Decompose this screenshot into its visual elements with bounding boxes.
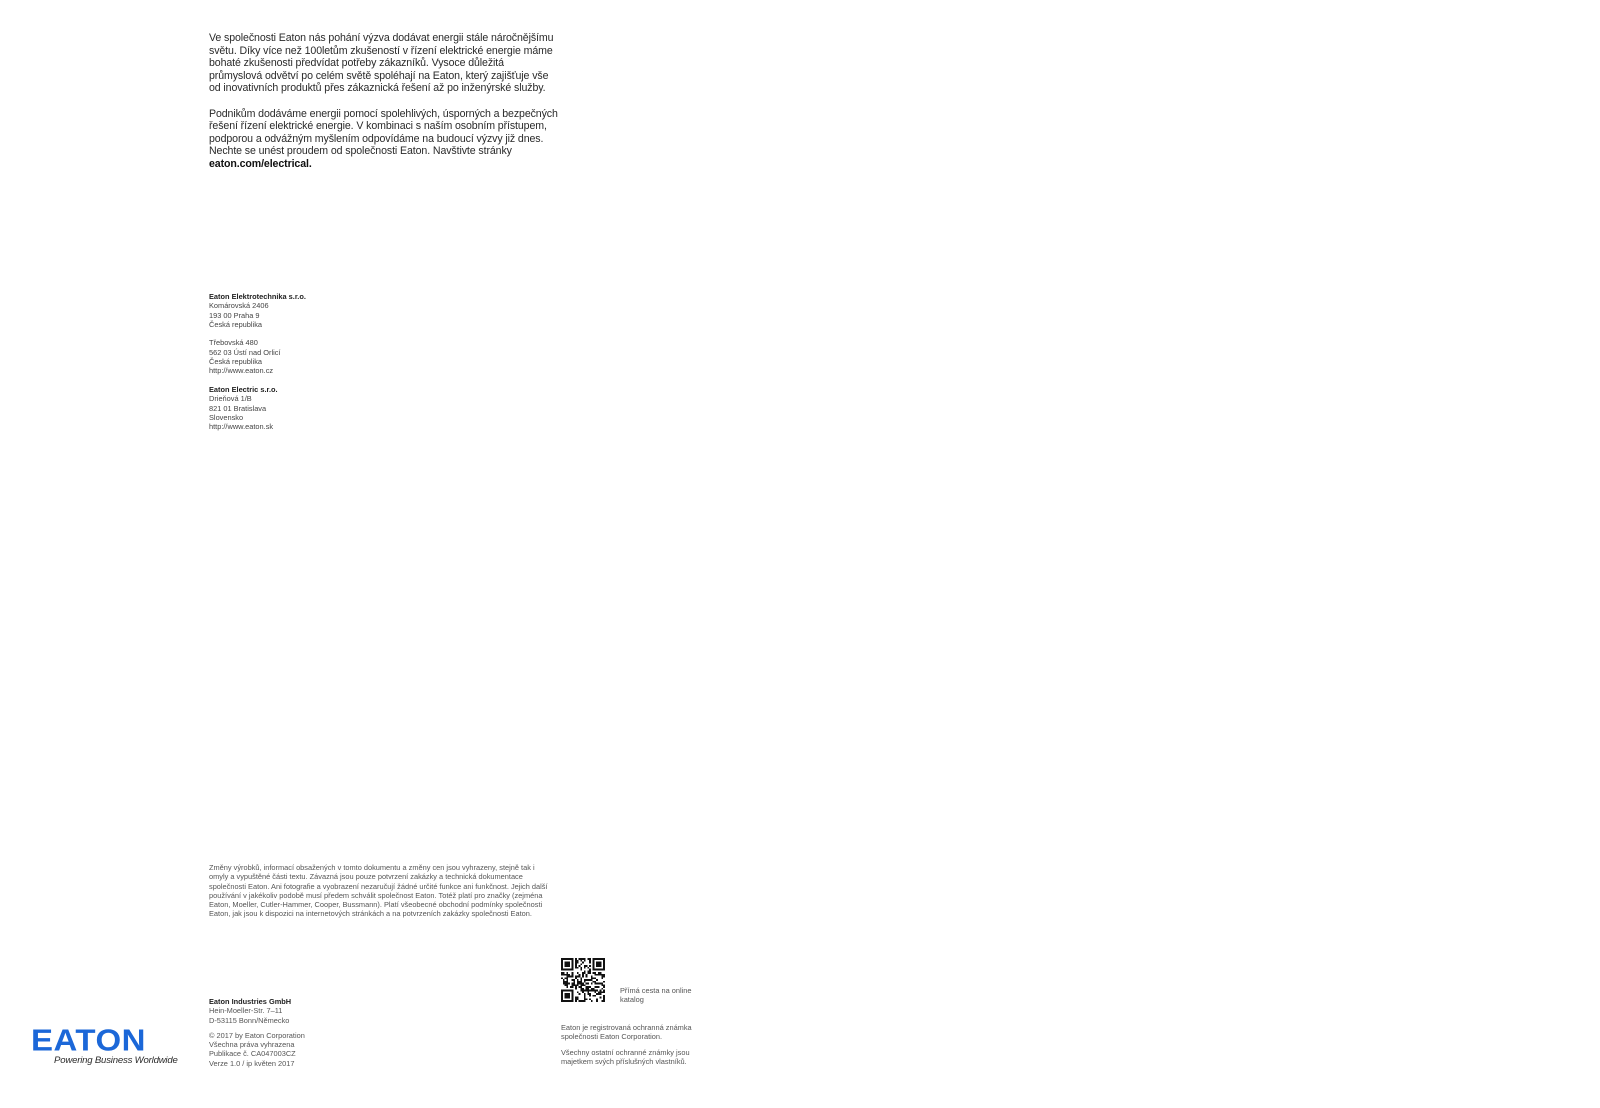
intro-text — [209, 32, 559, 171]
intro-paragraph-2 — [209, 108, 559, 171]
address-line: 562 03 Ústí nad Orlicí — [209, 347, 281, 357]
logo-tagline: Powering Business Worldwide — [54, 1055, 178, 1066]
qr-code[interactable] — [561, 958, 605, 1002]
address-line: 193 00 Praha 9 — [209, 310, 260, 320]
trademark-notice — [561, 1023, 721, 1072]
company-name: Eaton Elektrotechnika s.r.o. — [209, 292, 306, 301]
contact-addresses — [209, 292, 429, 441]
address-cz-praha — [209, 292, 429, 329]
web-link-sk[interactable]: http://www.eaton.sk — [209, 422, 274, 432]
intro-paragraph-2-text: Podnikům dodáváme energii pomocí spolehlivých, úsporných a bezpečných řešení řízení elektrické energie. V kombinaci s naším osobním přístupem, podporou a odvážným myšlením odpovídáme na budoucí výzvy již dnes. Nechte se unést proudem od společnosti Eaton. Navštivte stránky — [209, 107, 558, 158]
eaton-logo — [31, 1023, 178, 1069]
qr-code-image — [561, 958, 605, 1002]
qr-caption: Přímá cesta na online katalog — [620, 986, 692, 1005]
trademark-line-1: Eaton je registrovaná ochranná známka společnosti Eaton Corporation. — [561, 1023, 692, 1042]
address-line: 821 01 Bratislava — [209, 403, 267, 413]
hq-company-name: Eaton Industries GmbH — [209, 997, 292, 1006]
hq-street: Hein-Moeller-Str. 7–11 — [209, 1006, 283, 1016]
address-line: Česká republika — [209, 319, 262, 329]
copyright: © 2017 by Eaton Corporation — [209, 1030, 305, 1040]
headquarters-info — [209, 997, 429, 1068]
intro-paragraph-1: Ve společnosti Eaton nás pohání výzva dodávat energii stále náročnějšímu světu. Díky více než 100letům zkušeností v řízení elektrické energie máme bohaté zkušenosti předvídat potřeby zákazníků. Vysoce důležitá průmyslová odvětví po celém světě spoléhají na Eaton, který zajišťuje vše od inovativních produktů přes zákaznická řešení až po inženýrské služby. — [209, 32, 554, 95]
publication-number: Publikace č. CA047003CZ — [209, 1049, 296, 1059]
trademark-line-2: Všechny ostatní ochranné známky jsou majetkem svých příslušných vlastníků. — [561, 1047, 690, 1066]
web-link-cz[interactable]: http://www.eaton.cz — [209, 366, 274, 376]
address-sk — [209, 385, 429, 431]
address-cz-usti — [209, 338, 429, 375]
address-line: Komárovská 2406 — [209, 301, 269, 311]
hq-city: D-53115 Bonn/Německo — [209, 1015, 290, 1025]
address-line: Třebovská 480 — [209, 338, 258, 348]
legal-disclaimer: Změny výrobků, informací obsažených v tomto dokumentu a změny cen jsou vyhrazeny, stejně tak i omyly a vypuštěné části textu. Závazná jsou pouze potvrzení zakázky a technická dokumentace společnosti Eaton. Ani fotografie a vyobrazení nezaručují žádné určité funkce ani funkčnost. Jejich další používání v jakékoliv podobě musí předem schválit společnost Eaton. Totéž platí pro značky (zejména Eaton, Moeller, Cutler-Hammer, Cooper, Bussmann). Platí všeobecné obchodní podmínky společnosti Eaton, jak jsou k dispozici na internetových stránkách a na potvrzeních zakázky společnosti Eaton. — [209, 863, 548, 919]
version-info: Verze 1.0 / ip květen 2017 — [209, 1058, 295, 1068]
website-link[interactable]: eaton.com/electrical. — [209, 157, 312, 170]
address-line: Slovensko — [209, 412, 244, 422]
rights-reserved: Všechna práva vyhrazena — [209, 1040, 295, 1050]
address-line: Česká republika — [209, 357, 262, 367]
address-line: Drieňová 1/B — [209, 394, 252, 404]
logo-wordmark: EATON — [31, 1023, 146, 1058]
company-name: Eaton Electric s.r.o. — [209, 384, 278, 394]
